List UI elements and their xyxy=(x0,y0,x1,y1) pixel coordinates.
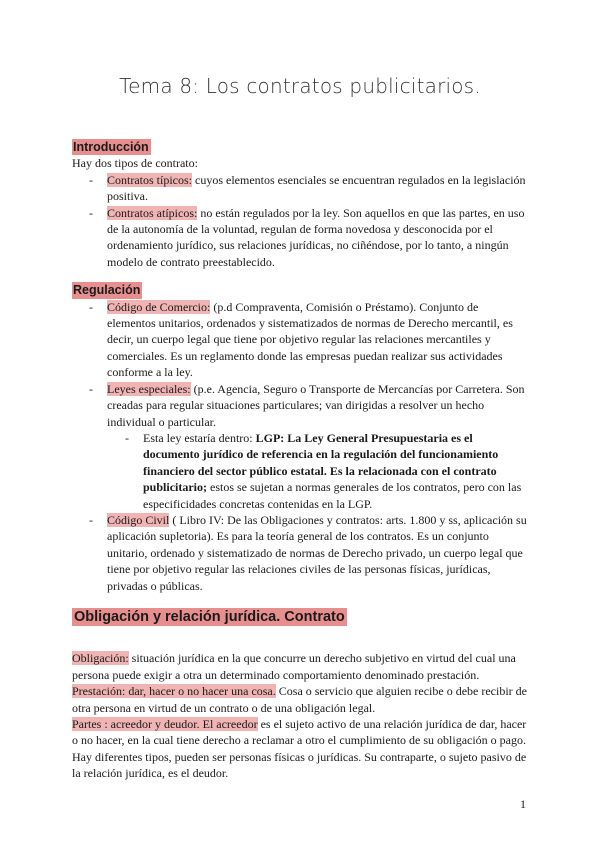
term-highlight: Código Civil xyxy=(107,512,170,527)
term-highlight: Código de Comercio: xyxy=(107,299,211,314)
term-highlight: Contratos típicos: xyxy=(107,172,192,187)
intro-section xyxy=(72,139,528,270)
term-highlight: Obligación: xyxy=(72,651,129,666)
contract-types-list xyxy=(72,172,528,270)
obligacion-paragraph xyxy=(72,650,528,683)
obligacion-section xyxy=(72,608,528,782)
intro-lead: Hay dos tipos de contrato: xyxy=(72,156,198,171)
prestacion-paragraph xyxy=(72,683,528,716)
lgp-definition: LGP: La Ley General Presupuestaria es el documento jurídico de referencia en la regulación del funcionamiento financiero del sector público estatal. Es la relacionada con el contrato publicitario; xyxy=(143,430,499,495)
paragraph-text: es el sujeto activo de una relación jurídica de dar, hacer o no hacer, en la cual tiene derecho a reclamar a otro el cumplimiento de su obligación o pago. Hay diferentes tipos, pueden ser personas físicas o jurídicas. Su contraparte, o sujeto pasivo de la relación jurídica, es el deudor. xyxy=(72,717,527,781)
page-number: 1 xyxy=(520,797,526,811)
regulacion-section xyxy=(72,282,528,594)
item-text: cuyos elementos esenciales se encuentran regulados en la legislación positiva. xyxy=(107,172,526,204)
sub-list-item xyxy=(107,430,528,512)
list-item xyxy=(72,299,528,381)
item-text: ( Libro IV: De las Obligaciones y contratos: arts. 1.800 y ss, aplicación su aplicación supletoria). Es para la teoría general de los contratos. Es un conjunto unitario, ordenado y sistematizado de normas de Derecho privado, un cuerpo legal que tiene por objetivo regular las relaciones civiles de las personas físicas, jurídicas, privadas o públicas. xyxy=(107,512,527,593)
regulacion-heading: Regulación xyxy=(73,283,141,298)
term-highlight: Prestación: dar, hacer o no hacer una cosa. xyxy=(72,684,276,699)
list-item xyxy=(72,381,528,512)
intro-heading: Introducción xyxy=(73,140,149,154)
list-item xyxy=(72,172,528,205)
term-highlight: Leyes especiales: xyxy=(107,381,191,396)
sub-lead: Esta ley estaría dentro: xyxy=(143,430,256,445)
sub-list xyxy=(107,430,528,512)
obligacion-heading: Obligación y relación jurídica. Contrato xyxy=(74,608,345,625)
list-item xyxy=(72,205,528,271)
document-body xyxy=(72,139,528,782)
paragraph-text: Cosa o servicio que alguien recibe o debe recibir de otra persona en virtud de un contrato o de una obligación legal. xyxy=(72,684,527,715)
regulation-list xyxy=(72,299,528,594)
paragraph-text: situación jurídica en la que concurre un derecho subjetivo en virtud del cual una persona puede exigir a otra un determinado comportamiento denominado prestación. xyxy=(72,651,516,682)
sub-rest: estos se sujetan a normas generales de los contratos, pero con las especificidades concretas contenidas en la LGP. xyxy=(143,480,522,511)
partes-paragraph xyxy=(72,716,528,782)
term-highlight: Partes : acreedor y deudor. El acreedor xyxy=(72,717,258,731)
list-item xyxy=(72,512,528,594)
item-text: (p.e. Agencia, Seguro o Transporte de Mercancías por Carretera. Son creadas para regular situaciones particulares; van dirigidas a resolver un hecho individual o particular. xyxy=(107,381,525,429)
term-highlight: Contratos atípicos: xyxy=(107,205,198,220)
item-text: no están regulados por la ley. Son aquellos en que las partes, en uso de la autonomía de la voluntad, regulan de forma novedosa y desconocida por el ordenamiento jurídico, sus relaciones jurídicas, no ciñéndose, por lo tanto, a ningún modelo de contrato preestablecido. xyxy=(107,205,525,269)
item-text: (p.d Compraventa, Comisión o Préstamo). Conjunto de elementos unitarios, ordenados y sistematizados de normas de Derecho mercantil, es decir, un cuerpo legal que tiene por objetivo regular las relaciones mercantiles y comerciales. Es un reglamento donde las empresas puedan realizar sus actividades conforme a la ley. xyxy=(107,299,513,380)
page-title: Tema 8: Los contratos publicitarios. xyxy=(119,74,481,98)
